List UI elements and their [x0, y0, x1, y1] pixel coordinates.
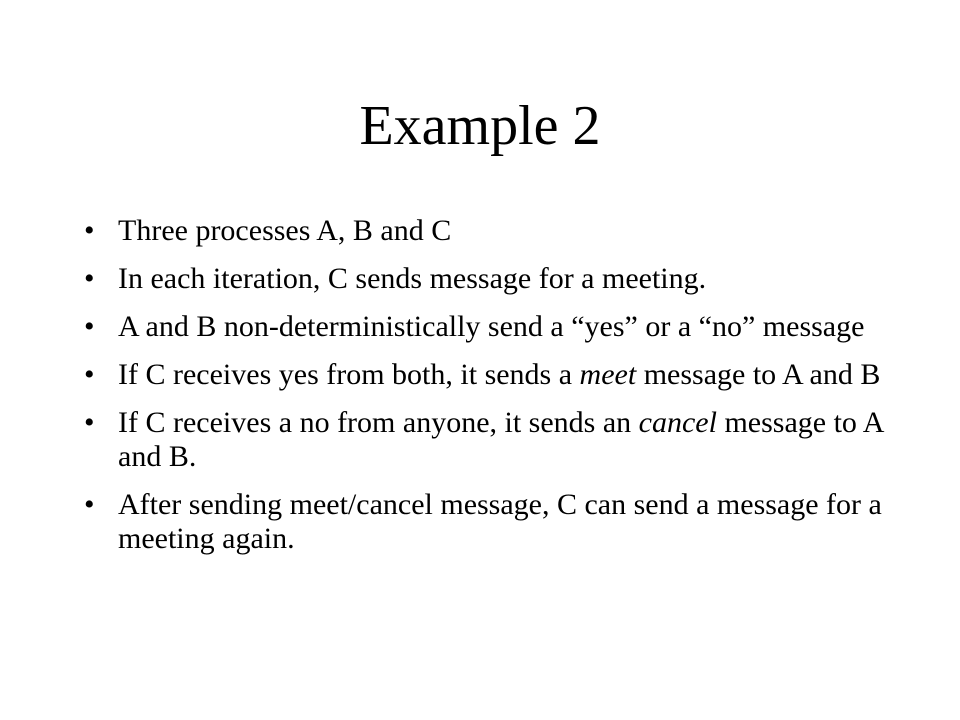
bullet-item [84, 262, 914, 296]
bullet-list [84, 214, 914, 570]
bullet-point-icon: • [84, 358, 95, 391]
bullet-text-italic: meet [579, 358, 637, 391]
bullet-point-icon: • [84, 310, 95, 343]
bullet-point-icon: • [84, 262, 95, 295]
bullet-text: After sending meet/cancel message, C can send a message for a meeting again. [118, 488, 882, 555]
bullet-item [84, 214, 914, 248]
bullet-text: Three processes A, B and C [118, 214, 452, 247]
bullet-text-italic: cancel [638, 406, 717, 439]
bullet-text: If C receives a no from anyone, it sends an [118, 406, 639, 439]
bullet-text: message to A and B. [118, 406, 883, 473]
bullet-item [84, 358, 914, 392]
bullet-text: If C receives yes from both, it sends a [118, 358, 580, 391]
bullet-point-icon: • [84, 406, 95, 439]
bullet-item [84, 310, 914, 344]
bullet-item [84, 488, 914, 556]
bullet-text: In each iteration, C sends message for a meeting. [118, 262, 707, 295]
bullet-text: message to A and B [636, 358, 881, 391]
bullet-item [84, 406, 914, 474]
bullet-text: A and B non-deterministically send a “yes” or a “no” message [118, 310, 865, 343]
slide-title: Example 2 [359, 95, 601, 157]
bullet-point-icon: • [84, 488, 95, 521]
bullet-point-icon: • [84, 214, 95, 247]
